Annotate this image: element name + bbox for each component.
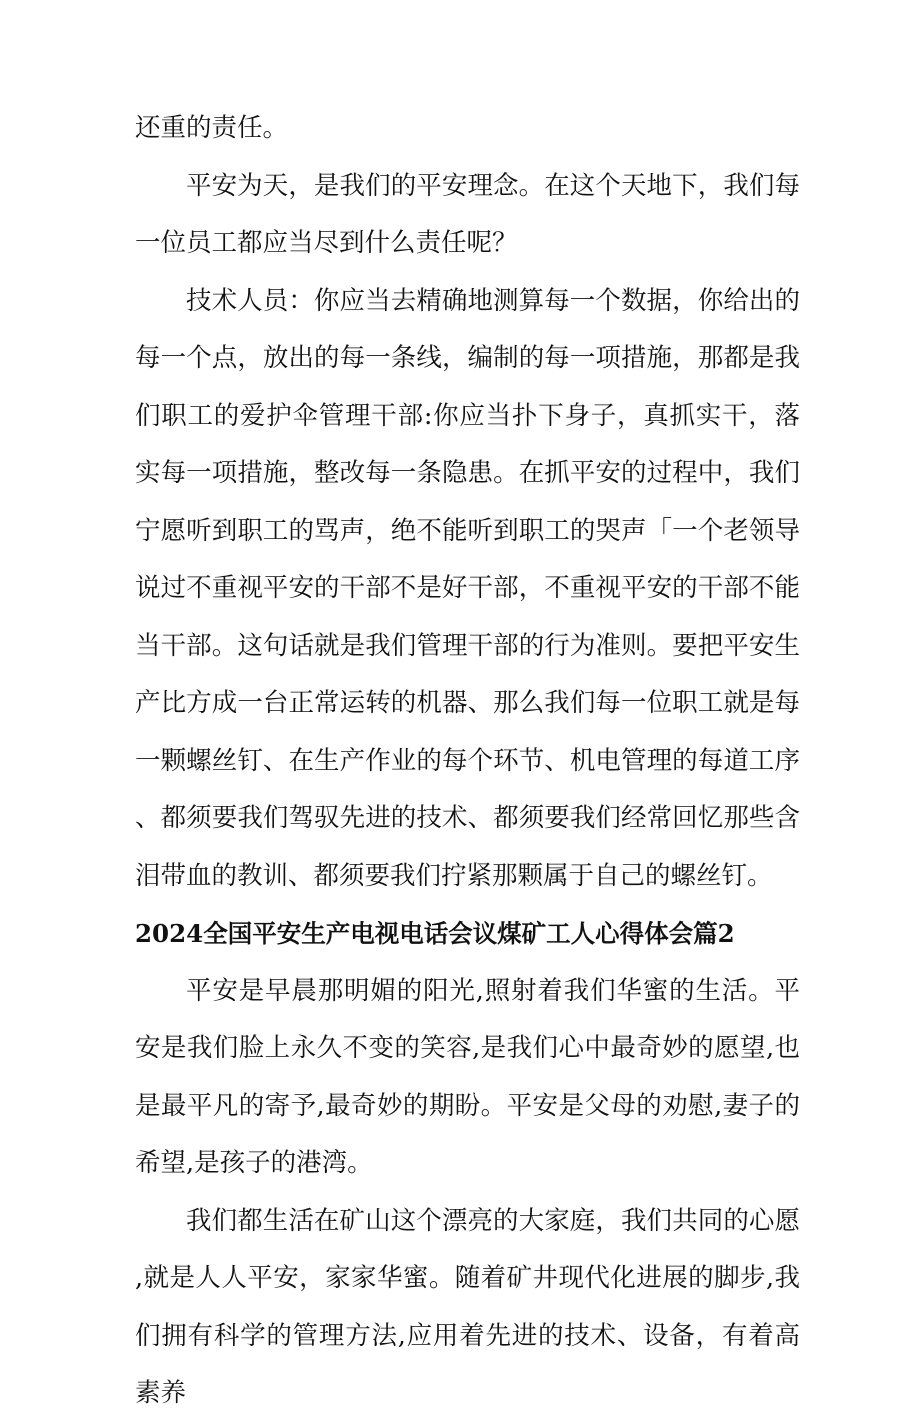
document-body bbox=[135, 100, 800, 1423]
paragraph-safety-concept: 平安为天，是我们的平安理念。在这个天地下，我们每一位员工都应当尽到什么责任呢？ bbox=[135, 170, 800, 258]
paragraph-continuation: 还重的责任。 bbox=[135, 113, 289, 143]
paragraph-mining-family: 我们都生活在矿山这个漂亮的大家庭，我们共同的心愿,就是人人平安，家家华蜜。随着矿井现代化进展的脚步,我们拥有科学的管理方法,应用着先进的技术、设备，有着高素养 bbox=[135, 1205, 800, 1408]
paragraph-technical-staff: 技术人员：你应当去精确地测算每一个数据，你给出的每一个点，放出的每一条线，编制的每一项措施，那都是我们职工的爱护伞管理干部:你应当扑下身子，真抓实干，落实每一项措施，整改每一条隐患。在抓平安的过程中，我们宁愿听到职工的骂声，绝不能听到职工的哭声「一个老领导说过不重视平安的干部不是好干部，不重视平安的干部不能当干部。这句话就是我们管理干部的行为准则。要把平安生产比方成一台正常运转的机器、那么我们每一位职工就是每一颗螺丝钉、在生产作业的每个环节、机电管理的每道工序、都须要我们驾驭先进的技术、都须要我们经常回忆那些含泪带血的教训、都须要我们拧紧那颗属于自己的螺丝钉。 bbox=[135, 285, 800, 891]
paragraph-safety-sunshine: 平安是早晨那明媚的阳光,照射着我们华蜜的生活。平安是我们脸上永久不变的笑容,是我们心中最奇妙的愿望,也是最平凡的寄予,最奇妙的期盼。平安是父母的劝慰,妻子的希望,是孩子的港湾。 bbox=[135, 975, 800, 1178]
section-heading: 2024全国平安生产电视电话会议煤矿工人心得体会篇2 bbox=[135, 919, 735, 948]
